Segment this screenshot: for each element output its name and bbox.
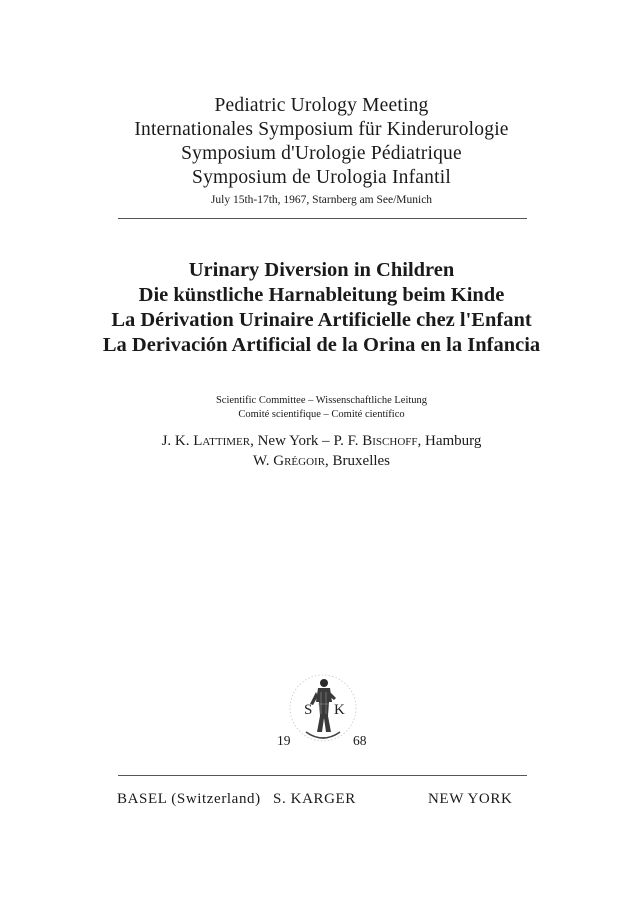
member-city: , Hamburg: [417, 433, 482, 449]
logo-letter-right: K: [334, 702, 345, 718]
member-initials: P. F.: [333, 433, 363, 449]
meeting-title-fr: Symposium d'Urologie Pédiatrique: [181, 143, 462, 164]
top-divider: [118, 218, 527, 219]
bottom-divider: [118, 775, 527, 776]
member-surname: Bischoff: [362, 433, 418, 449]
meeting-title-de: Internationales Symposium für Kinderurologie: [134, 119, 509, 140]
member-surname: Lattimer: [193, 433, 251, 449]
committee-label-2: Comité scientifique – Comité científico: [238, 409, 405, 420]
committee-members-line-1: [0, 433, 643, 450]
book-title-de: Die künstliche Harnableitung beim Kinde: [138, 284, 505, 306]
committee-members-line-2: [0, 453, 643, 470]
logo-year-right: 68: [353, 733, 367, 748]
committee-label-1: Scientific Committee – Wissenschaftliche Leitung: [215, 395, 428, 406]
meeting-title-en: Pediatric Urology Meeting: [214, 95, 429, 116]
book-title-es: La Derivación Artificial de la Orina en la Infancia: [102, 334, 541, 356]
karger-figure-seal-icon: [288, 668, 358, 750]
imprint-city: BASEL (Switzerland): [117, 791, 261, 807]
member-surname: Grégoir: [273, 453, 326, 469]
member-city: , New York –: [250, 433, 334, 449]
meeting-dates: July 15th-17th, 1967, Starnberg am See/Munich: [210, 194, 433, 206]
member-initials: J. K.: [161, 433, 194, 449]
imprint-publisher: S. KARGER: [273, 791, 356, 807]
logo-year-left: 19: [277, 733, 291, 748]
meeting-title-es: Symposium de Urologia Infantil: [192, 167, 451, 188]
logo-letter-left: S: [304, 702, 313, 718]
imprint-city-2: NEW YORK: [428, 791, 513, 807]
member-initials: W.: [252, 453, 274, 469]
book-title-en: Urinary Diversion in Children: [188, 259, 455, 281]
book-title-fr: La Dérivation Urinaire Artificielle chez l'Enfant: [111, 309, 532, 331]
member-city: , Bruxelles: [325, 453, 391, 469]
